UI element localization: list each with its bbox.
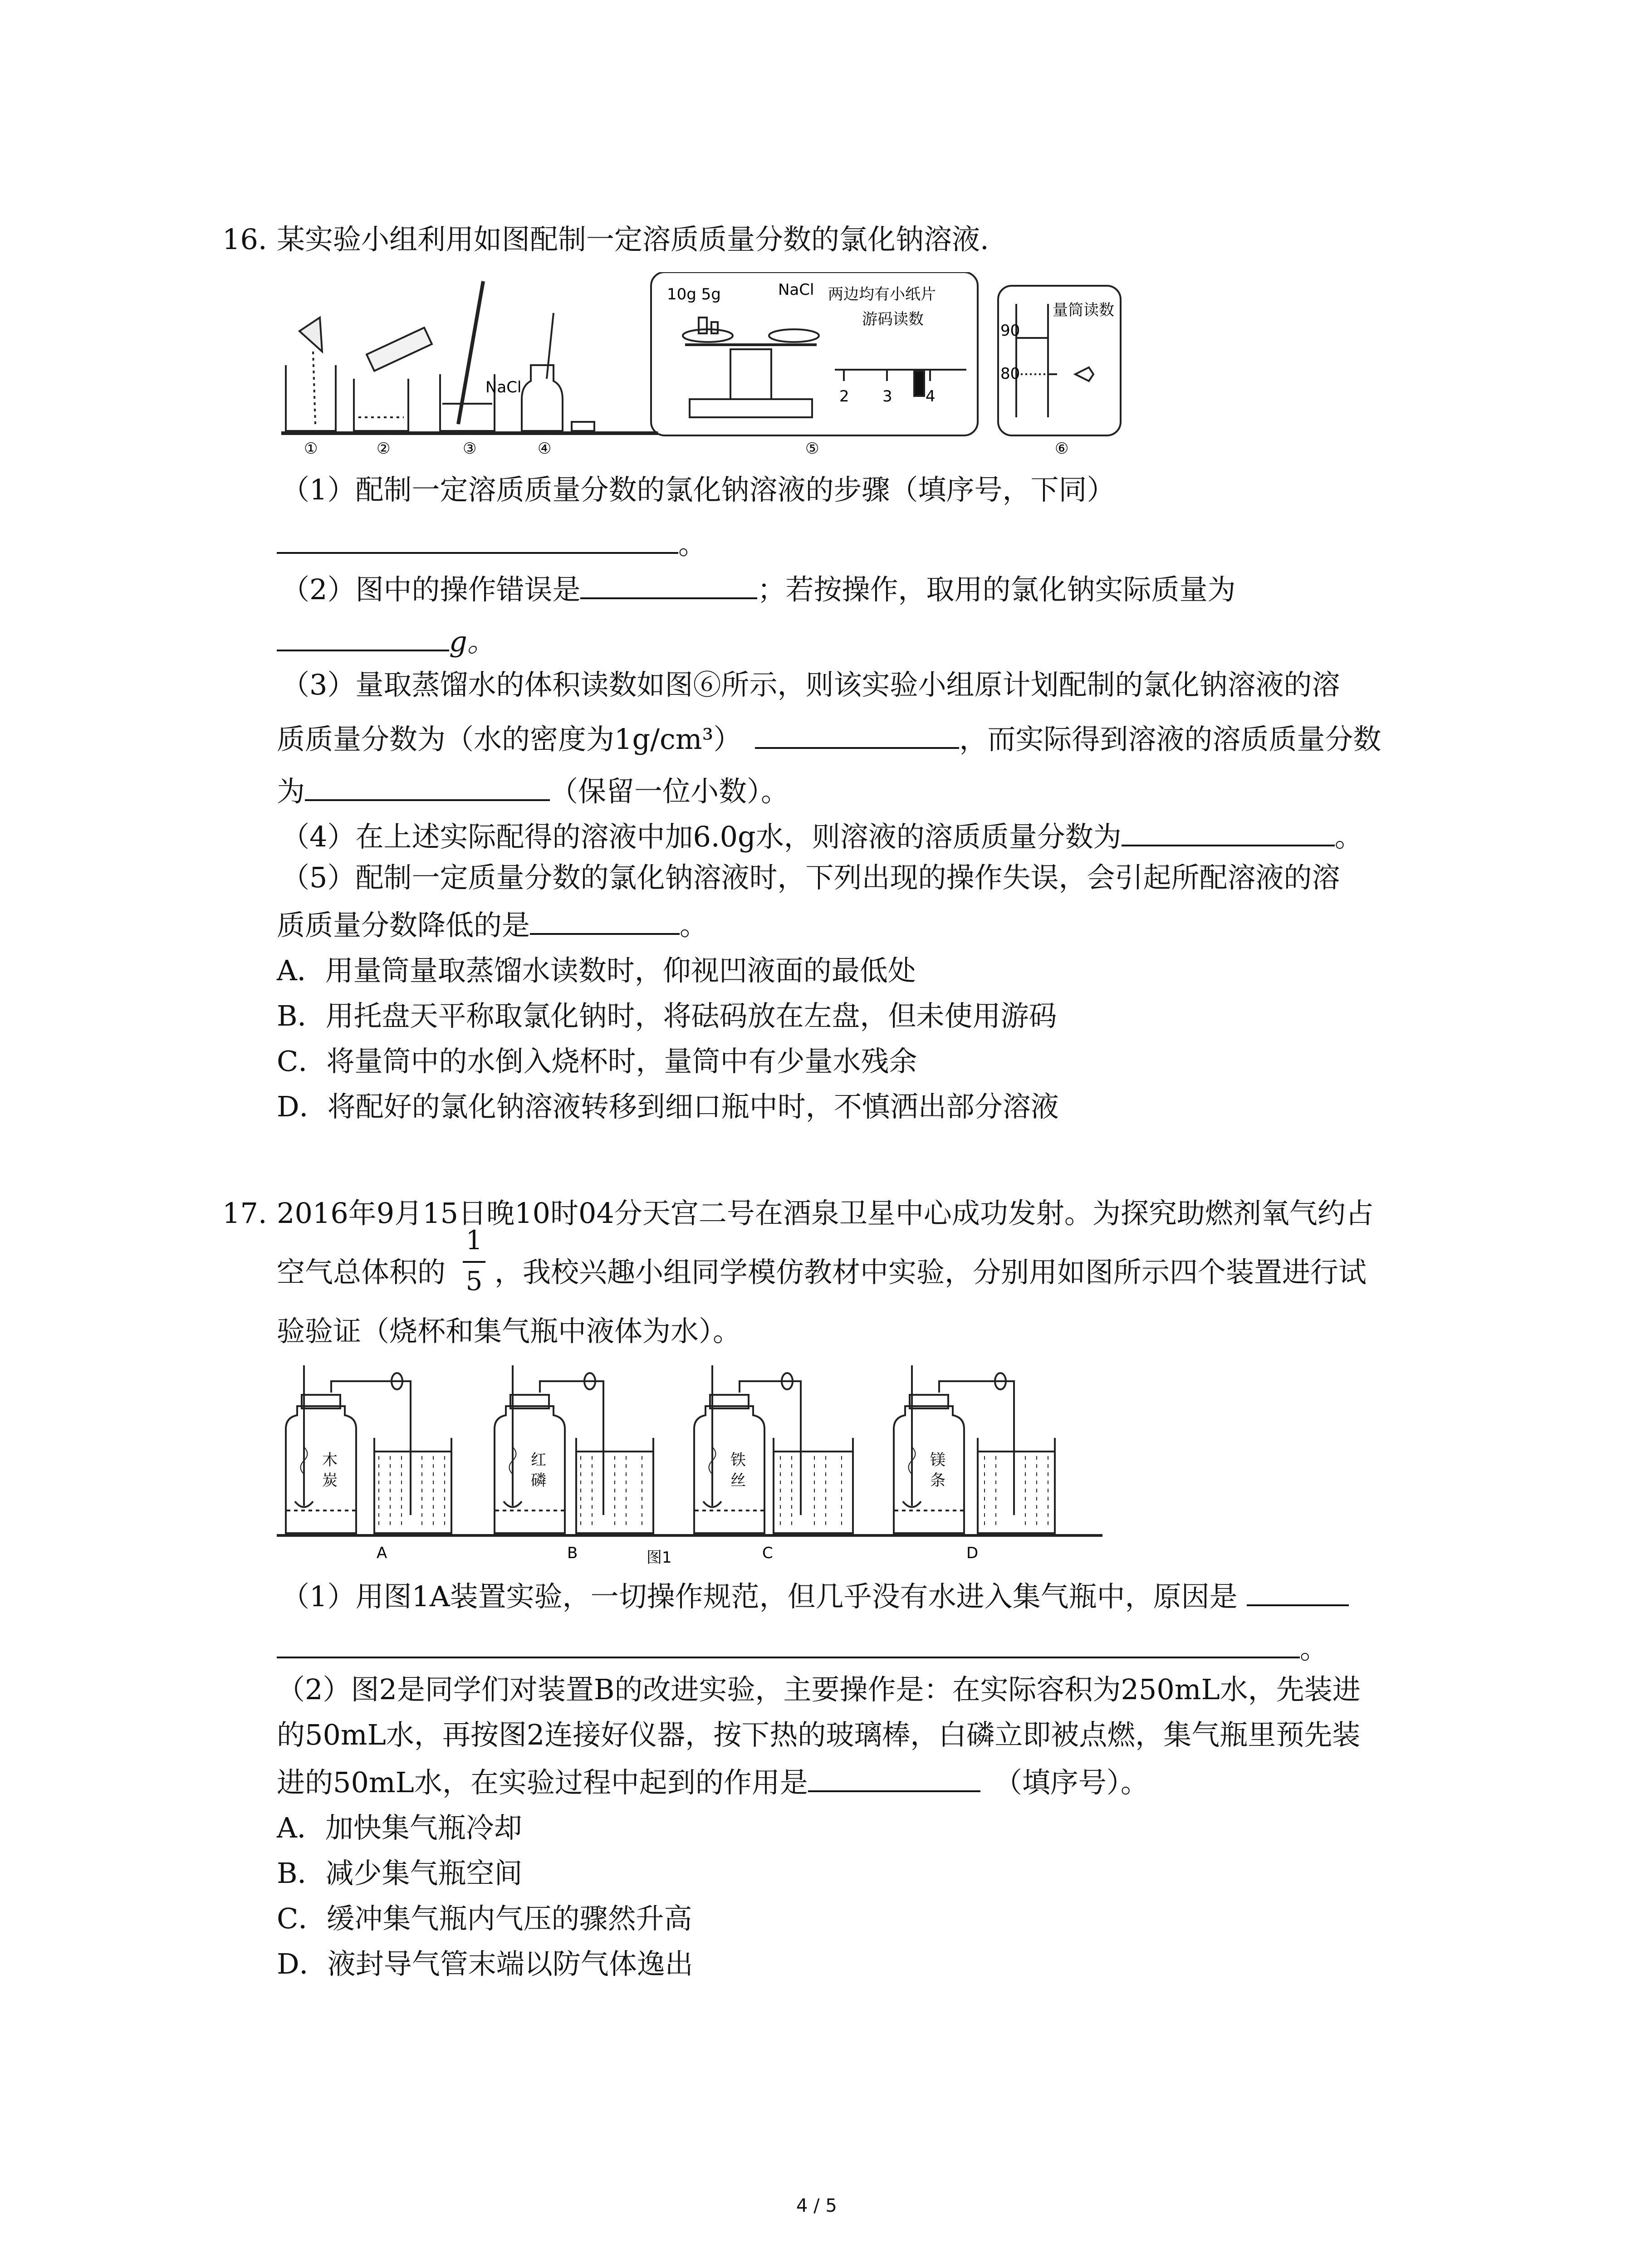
- q16-p5-text-a: （5）配制一定质量分数的氯化钠溶液时，下列出现的操作失误，会引起所配溶液的溶: [281, 861, 1340, 894]
- q16-p4-text: （4）在上述实际配得的溶液中加6.0g水，则溶液的溶质质量分数为: [281, 820, 1122, 853]
- apparatus-b-substance-1: 红: [531, 1451, 546, 1469]
- step-label-4: ④: [538, 440, 552, 458]
- nacl-bottle-label: NaCl: [485, 378, 522, 396]
- q16-p2-text-a: （2）图中的操作错误是: [281, 573, 581, 606]
- step-label-2: ②: [377, 440, 391, 458]
- q16-p5-row-b: [277, 905, 708, 943]
- q17-figure: [277, 1365, 1121, 1569]
- q16-p1-answer-row: [277, 524, 706, 562]
- q16-option-b[interactable]: B．用托盘天平称取氯化钠时，将砝码放在左盘，但未使用游码: [277, 999, 1057, 1032]
- q16-p1-blank[interactable]: [277, 524, 678, 554]
- q17-p1-row: [281, 1576, 1349, 1615]
- rider-note: 游码读数: [862, 310, 924, 328]
- q16-p3-text-e: （保留一位小数）。: [550, 775, 789, 808]
- apparatus-c-substance-2: 丝: [730, 1471, 746, 1490]
- apparatus-a-substance-2: 炭: [322, 1471, 338, 1490]
- scale-tick-2: 2: [839, 387, 849, 406]
- q17-stem-b2: ，我校兴趣小组同学模仿教材中实验，分别用如图所示四个装置进行试: [495, 1256, 1367, 1289]
- q17-option-b[interactable]: B．减少集气瓶空间: [277, 1857, 523, 1890]
- q16-option-a[interactable]: A．用量筒量取蒸馏水读数时，仰视凹液面的最低处: [277, 954, 916, 987]
- q17-stem-b1: 空气总体积的: [277, 1256, 446, 1289]
- q16-p2-row: [281, 569, 1235, 608]
- q16-option-c[interactable]: C．将量筒中的水倒入烧杯时，量筒中有少量水残余: [277, 1045, 917, 1078]
- q16-p3-text-d: 为: [277, 775, 305, 808]
- q17-frac-den: 5: [465, 1266, 483, 1296]
- q16-p3-row-c: [277, 771, 789, 810]
- solution-preparation-diagram: [277, 272, 1130, 463]
- q17-option-d[interactable]: D．液封导气管末端以防气体逸出: [277, 1947, 693, 1980]
- q16-p2-text-b: ；若按操作，取用的氯化钠实际质量为: [757, 573, 1236, 606]
- q16-p3-text-c: ，而实际得到溶液的溶质质量分数: [959, 723, 1381, 756]
- apparatus-a-substance-1: 木: [322, 1451, 338, 1469]
- q16-p4-end: 。: [1334, 820, 1363, 853]
- apparatus-c-label: C: [762, 1544, 773, 1562]
- apparatus-b-label: B: [567, 1544, 578, 1562]
- scale-tick-3: 3: [882, 387, 892, 406]
- apparatus-b: [495, 1365, 653, 1533]
- q16-p2-blank-1[interactable]: [580, 569, 757, 599]
- q16-p3-blank-1[interactable]: [755, 719, 959, 749]
- apparatus-c: [694, 1365, 853, 1533]
- scale-tick-4: 4: [926, 387, 936, 406]
- q16-figure: [277, 272, 1130, 463]
- q16-p1: （1）配制一定溶质质量分数的氯化钠溶液的步骤（填序号，下同）: [281, 473, 1115, 506]
- q16-number: 16.: [222, 223, 267, 256]
- balance-nacl-label: NaCl: [778, 281, 814, 299]
- q17-stem-c: 验验证（烧杯和集气瓶中液体为水）。: [277, 1315, 741, 1348]
- q16-p5-blank[interactable]: [530, 905, 680, 935]
- paper-note: 两边均有小纸片: [828, 285, 936, 303]
- q17-frac-bar: [463, 1261, 485, 1263]
- q16-p2-blank-2[interactable]: [277, 621, 449, 651]
- cylinder-tick-80: 80: [1000, 365, 1020, 383]
- q17-p1-text: （1）用图1A装置实验，一切操作规范，但几乎没有水进入集气瓶中，原因是: [281, 1580, 1238, 1613]
- q17-p1-answer-row: [277, 1628, 1328, 1667]
- q17-option-a[interactable]: A．加快集气瓶冷却: [277, 1811, 522, 1844]
- q17-p1-end: 。: [1300, 1632, 1328, 1665]
- q16-p2-unit: g。: [449, 625, 495, 658]
- apparatus-d-label: D: [966, 1544, 979, 1562]
- apparatus-a-label: A: [377, 1544, 387, 1562]
- step-label-1: ①: [304, 440, 318, 458]
- q16-p3-text-b: 质质量分数为（水的密度为1g/cm³）: [277, 723, 742, 756]
- q16-p3-row-b: [277, 719, 1381, 758]
- apparatus-b-substance-2: 磷: [531, 1471, 546, 1490]
- q16-p2-answer-row: [277, 621, 495, 660]
- oxygen-apparatus-diagram: [277, 1365, 1121, 1569]
- apparatus-a: [286, 1365, 451, 1533]
- apparatus-d-substance-2: 条: [930, 1471, 945, 1490]
- step-label-3: ③: [463, 440, 477, 458]
- q17-stem-a: 2016年9月15日晚10时04分天宫二号在酒泉卫星中心成功发射。为探究助燃剂氧气约占: [277, 1197, 1374, 1230]
- q17-p2-text-d: （填序号）。: [994, 1766, 1149, 1799]
- q17-p2-text-c: 进的50mL水，在实验过程中起到的作用是: [277, 1766, 808, 1799]
- figure-1-caption: 图1: [647, 1549, 672, 1567]
- q17-p1-blank-1[interactable]: [1247, 1576, 1349, 1606]
- apparatus-d: [894, 1365, 1055, 1533]
- q17-p2-row-c: [277, 1762, 1149, 1801]
- cylinder-tick-90: 90: [1000, 322, 1020, 340]
- q17-option-c[interactable]: C．缓冲集气瓶内气压的骤然升高: [277, 1902, 692, 1935]
- apparatus-c-substance-1: 铁: [730, 1451, 746, 1469]
- cylinder-title: 量筒读数: [1053, 301, 1114, 319]
- q16-p4-row: [281, 816, 1363, 855]
- apparatus-d-substance-1: 镁: [930, 1451, 945, 1469]
- q16-p1-end: 。: [678, 528, 707, 561]
- q16-option-d[interactable]: D．将配好的氯化钠溶液转移到细口瓶中时，不慎洒出部分溶液: [277, 1090, 1059, 1123]
- q17-frac-num: 1: [465, 1225, 483, 1256]
- page-number: 4 / 5: [796, 2195, 837, 2216]
- q17-p2-blank[interactable]: [808, 1762, 980, 1792]
- q16-p4-blank[interactable]: [1122, 816, 1335, 846]
- q16-p3-text-a: （3）量取蒸馏水的体积读数如图⑥所示，则该实验小组原计划配制的氯化钠溶液的溶: [281, 668, 1340, 701]
- q17-p1-blank-2[interactable]: [277, 1628, 1300, 1658]
- q17-p2-text-b: 的50mL水，再按图2连接好仪器，按下热的玻璃棒，白磷立即被点燃，集气瓶里预先装: [277, 1718, 1361, 1751]
- weights-label: 10g 5g: [667, 285, 721, 303]
- q16-p5-text-b: 质质量分数降低的是: [277, 909, 530, 942]
- q16-stem: 某实验小组利用如图配制一定溶质质量分数的氯化钠溶液.: [277, 223, 989, 256]
- q16-p5-end: 。: [680, 909, 708, 942]
- step-label-6: ⑥: [1055, 440, 1069, 458]
- step-label-5: ⑤: [805, 440, 819, 458]
- q17-p2-text-a: （2）图2是同学们对装置B的改进实验，主要操作是：在实际容积为250mL水，先装进: [277, 1673, 1361, 1706]
- q17-number: 17.: [222, 1197, 267, 1230]
- q16-p3-blank-2[interactable]: [305, 771, 550, 801]
